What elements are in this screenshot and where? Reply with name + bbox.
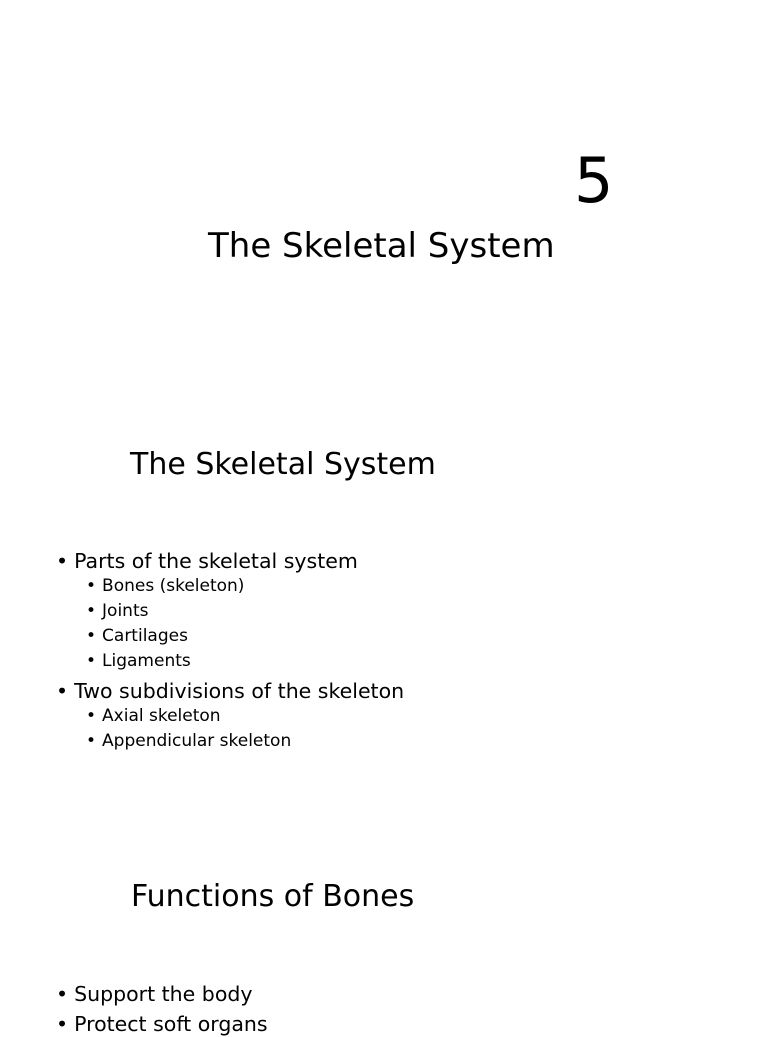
bullet-text: Support the body [74, 982, 253, 1006]
list-item [86, 649, 404, 674]
list-item [56, 981, 268, 1007]
list-item [56, 678, 404, 754]
bullet-text: Two subdivisions of the skeleton [74, 679, 405, 703]
list-item [56, 548, 404, 674]
bullet-icon: • [86, 601, 97, 621]
bullet-text: Axial skeleton [102, 706, 221, 726]
bullet-text: Joints [102, 601, 149, 621]
bullet-text: Cartilages [102, 626, 188, 646]
bullet-icon: • [86, 651, 97, 671]
bullet-text: Parts of the skeletal system [74, 549, 358, 573]
bullet-text: Bones (skeleton) [102, 576, 245, 596]
bullet-icon: • [56, 1012, 69, 1036]
bullet-icon: • [56, 549, 69, 573]
bullet-list [56, 981, 268, 1037]
bullet-icon: • [86, 731, 97, 751]
list-item [86, 624, 404, 649]
slide-title: The Skeletal System [130, 447, 436, 482]
list-item [86, 729, 404, 754]
bullet-text: Protect soft organs [74, 1012, 268, 1036]
bullet-text: Appendicular skeleton [102, 731, 292, 751]
bullet-text: Ligaments [102, 651, 191, 671]
slide-title: Functions of Bones [131, 879, 415, 914]
sub-bullet-list [56, 704, 404, 754]
list-item [56, 1011, 268, 1037]
list-item [86, 574, 404, 599]
sub-bullet-list [56, 574, 404, 674]
bullet-icon: • [56, 982, 69, 1006]
bullet-icon: • [56, 679, 69, 703]
bullet-icon: • [86, 626, 97, 646]
bullet-icon: • [86, 706, 97, 726]
bullet-list [56, 548, 404, 754]
list-item [86, 704, 404, 729]
bullet-icon: • [86, 576, 97, 596]
list-item [86, 599, 404, 624]
chapter-number: 5 [574, 144, 614, 217]
page-title: The Skeletal System [208, 226, 555, 266]
